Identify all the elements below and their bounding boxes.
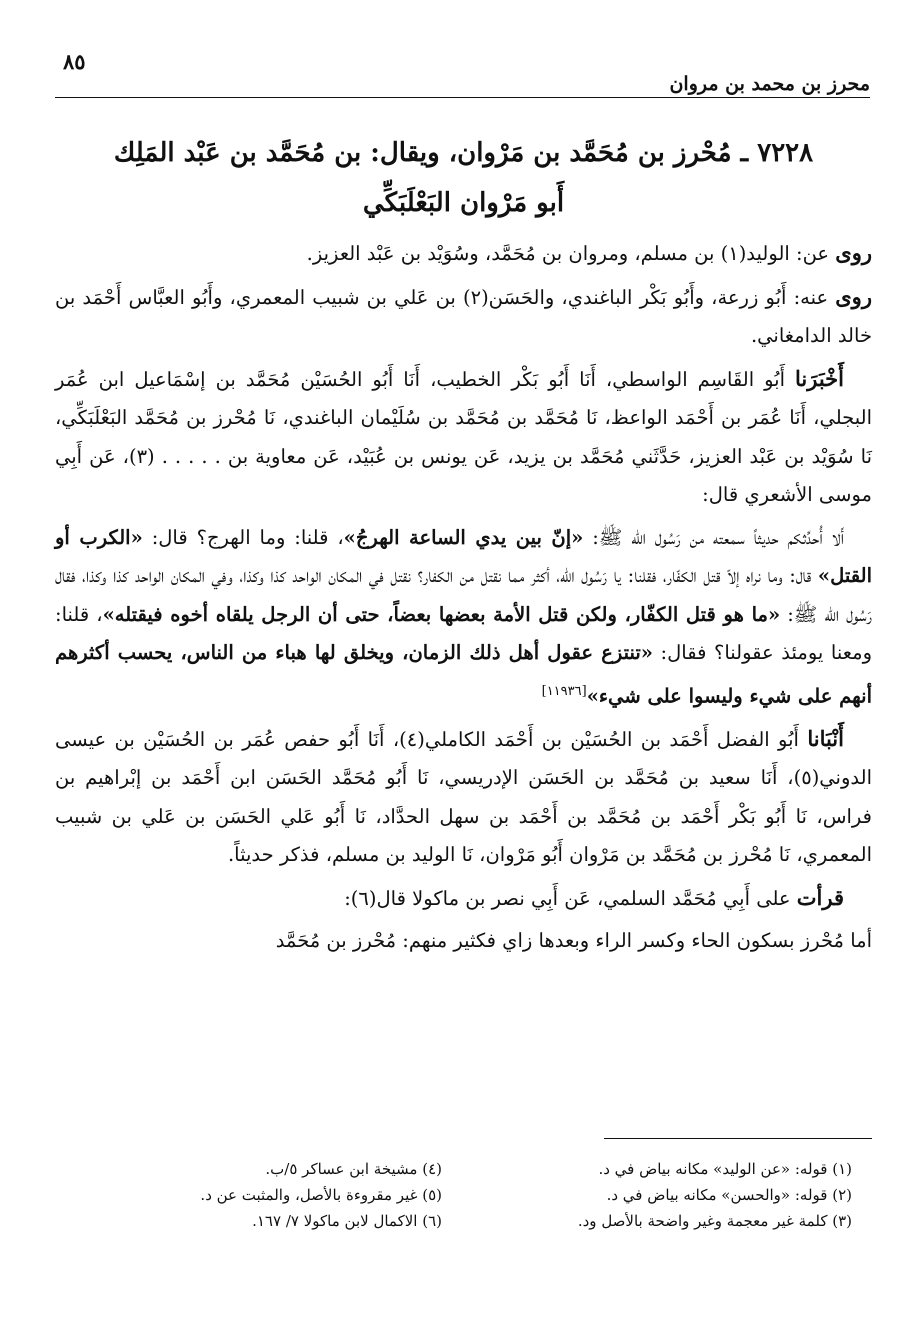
entry-title [55, 128, 872, 228]
hadith-reference: [١١٩٣٦] [541, 683, 587, 699]
page-body [55, 128, 872, 961]
paragraph-text: عن: الوليد(١) بن مسلم، ومروان بن مُحَمَّد، وسُوَيْد بن عَبْد العزيز. [306, 242, 836, 265]
paragraph-narrated-from [55, 234, 872, 274]
lead-word: روى [835, 283, 872, 309]
lead-word: أَنْبَانا [807, 725, 844, 751]
paragraph-isnad [55, 360, 872, 515]
lead-word: أَخْبَرَنا [795, 365, 844, 391]
paragraph-text: أَبُو القَاسِم الواسطي، أَنَا أَبُو بَكْر الخطيب، أَنَا أَبُو الحُسَيْن مُحَمَّد بن إسْمَاعيل ابن عُمَر البجلي، أَنَا عُمَر بن أَحْمَد الواعظ، نَا مُحَمَّد بن مُحَمَّد بن سُلَيْمان الباغندي، نَا مُحْرز بن مُحَمَّد البَعْلَبَكِّي، نَا سُوَيْد بن عَبْد العزيز، حَدَّثَني مُحَمَّد بن يزيد، عَن يونس بن عُبَيْد، عَن معاوية بن . . . . . (٣)، عَن أَبِي موسى الأشعري قال: [55, 367, 872, 506]
lead-word: قرأت [796, 884, 844, 910]
paragraph-second-isnad [55, 720, 872, 875]
page-number: ٨٥ [63, 49, 86, 74]
footnotes-right-column [472, 1156, 852, 1234]
hadith-quote: «الكرب أو القتل» [55, 525, 872, 587]
paragraph-spelling-note [55, 922, 872, 961]
footnote-rule [604, 1138, 872, 1139]
paragraph-hadith [55, 519, 872, 716]
hadith-text: ، قلنا: وما الهرج؟ قال: [142, 525, 344, 549]
hadith-text: ، قلنا: ومعنا يومئذ عقولنا؟ فقال: [55, 602, 872, 664]
lead-word: روى [835, 240, 872, 265]
footnote-item: (٢) قوله: «والحسن» مكانه بياض في د. [606, 1186, 852, 1204]
paragraph-narrated-by [55, 278, 872, 356]
entry-title-line-1: ٧٢٢٨ ـ مُحْرز بن مُحَمَّد بن مَرْوان، ويقال: بن مُحَمَّد بن عَبْد المَلِك [113, 138, 814, 168]
paragraph-text: عنه: أَبُو زرعة، وأَبُو بَكْر الباغندي، والحَسَن(٢) بن عَلي بن شبيب المعمري، وأَبُو العبَّاس أَحْمَد بن خالد الدامغاني. [55, 285, 872, 347]
hadith-quote: «تنتزع عقول أهل ذلك الزمان، ويخلق لها هباء من الناس، يحسب أكثرهم أنهم على شيء وليسوا على شيء» [55, 641, 872, 707]
footnote-item: (٣) كلمة غير معجمة وغير واضحة بالأصل ود. [577, 1212, 852, 1230]
hadith-quote: «إنّ بين يدي الساعة الهرجُ» [343, 525, 584, 549]
running-title: محرز بن محمد بن مروان [669, 73, 870, 95]
footnote-item: (٥) غير مقروءة بالأصل، والمثبت عن د. [200, 1186, 442, 1204]
paragraph-text: على أَبِي مُحَمَّد السلمي، عَن أَبِي نصر بن ماكولا قال(٦): [344, 886, 797, 910]
footnote-item: (٤) مشيخة ابن عساكر ٥/ب. [265, 1160, 442, 1178]
paragraph-text: أما مُحْرز بسكون الحاء وكسر الراء وبعدها زاي فكثير منهم: مُحْرز بن مُحَمَّد [275, 929, 872, 952]
footnote-item: (٦) الاكمال لابن ماكولا ٧/ ١٦٧. [252, 1212, 442, 1230]
hadith-text: أَلا أُحدِّثكم حديثاً سمعته من رَسُول الله ﷺ: [583, 525, 845, 549]
hadith-text: قال: وما نراه إلاّ قتل الكفّار، فقلنا: يا رَسُول الله، أكثر مما نقتل من الكفار؟ نقتل في المكان الواحد كذا وكذا، وفي المكان الواحد كذا وكذا، فقال رَسُول الله ﷺ: [55, 564, 873, 626]
entry-title-line-2: أَبو مَرْوان البَعْلَبَكِّي [362, 188, 565, 218]
page-header [55, 45, 870, 97]
footnotes-left-column [42, 1156, 442, 1234]
paragraph-read-to [55, 879, 872, 919]
footnote-item: (١) قوله: «عن الوليد» مكانه بياض في د. [598, 1160, 852, 1178]
hadith-quote: «ما هو قتل الكفّار، ولكن قتل الأمة بعضها بعضاً، حتى أن الرجل يلقاه أخوه فيقتله» [102, 602, 781, 626]
paragraph-text: أَبُو الفضل أَحْمَد بن الحُسَيْن بن أَحْمَد الكاملي(٤)، أَنَا أَبُو حفص عُمَر بن الحُسَيْن بن عيسى الدوني(٥)، أَنَا سعيد بن مُحَمَّد بن الحَسَن الإدريسي، نَا أَبُو مُحَمَّد الحَسَن ابن أَحْمَد بن إبْراهيم بن فراس، نَا أَبُو بَكْر أَحْمَد بن مُحَمَّد بن أَحْمَد بن سهل الحدَّاد، نَا أَبُو عَلي الحَسَن بن عَلي بن شبيب المعمري، نَا مُحْرز بن مُحَمَّد بن مَرْوان أَبُو مَرْوان، نَا الوليد بن مسلم، فذكر حديثاً. [55, 727, 872, 866]
header-rule [55, 97, 870, 98]
